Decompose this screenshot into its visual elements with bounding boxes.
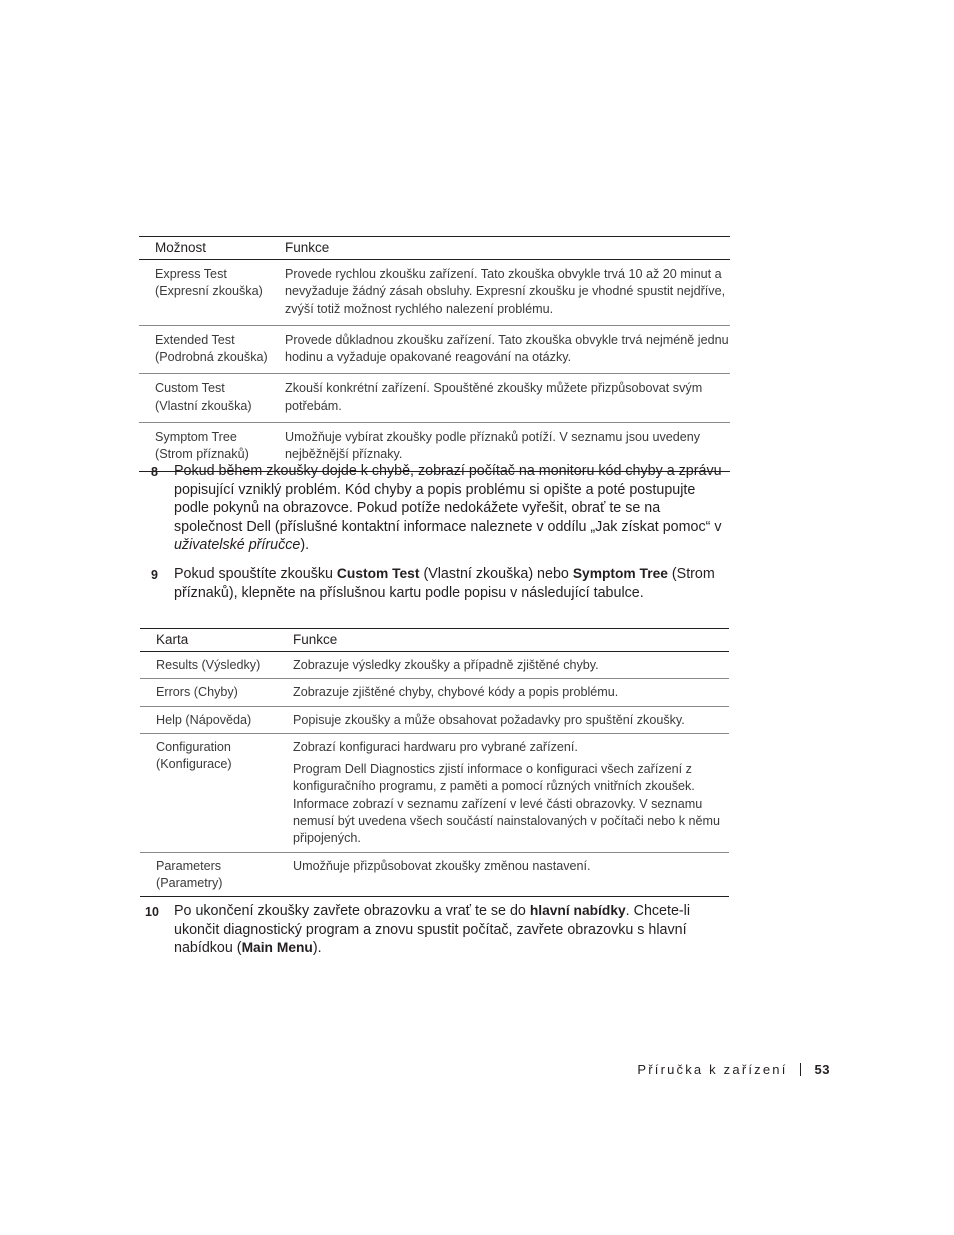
step-text-part: ).: [300, 537, 310, 554]
tabs-table: [140, 628, 729, 897]
table-row: [140, 679, 729, 706]
tab-description: Umožňuje přizpůsobovat zkoušky změnou nastavení.: [293, 858, 591, 873]
step-text: [174, 565, 729, 602]
options-table: [139, 236, 730, 472]
tab-description: Zobrazí konfiguraci hardwaru pro vybrané zařízení.: [293, 739, 578, 754]
option-name-cell: [139, 374, 285, 423]
footer-title: Příručka k zařízení: [637, 1062, 788, 1077]
footer-divider: [800, 1063, 801, 1076]
step-10: [139, 902, 729, 958]
option-description: Provede důkladnou zkoušku zařízení. Tato zkouška obvykle trvá nejméně jednu hodinu a vyžaduje opakované reagování na otázky.: [285, 332, 729, 365]
tab-description-cell: [293, 733, 729, 852]
option-name: Symptom Tree: [155, 430, 237, 445]
option-name: Express Test: [155, 267, 227, 281]
tab-name-translation: (Parametry): [156, 875, 223, 890]
custom-test-term: Custom Test: [336, 566, 420, 581]
tab-name: Errors (Chyby): [156, 685, 238, 700]
table-row: [140, 706, 729, 733]
step-number: 8: [151, 465, 158, 479]
step-text-part: (Vlastní zkouška) nebo: [419, 566, 573, 582]
step-text-part: ).: [312, 940, 322, 957]
symptom-tree-term: Symptom Tree: [572, 566, 668, 581]
table-row: [139, 325, 730, 374]
tab-name: Parameters: [156, 858, 222, 873]
main-menu-english-term: Main Menu: [241, 940, 313, 956]
option-name-translation: (Podrobná zkouška): [155, 350, 268, 365]
tab-name-cell: [140, 852, 293, 897]
step-text: [174, 462, 729, 555]
column-header: Funkce: [293, 632, 338, 647]
table-row: [140, 733, 729, 852]
table-row: [140, 852, 729, 897]
step-text-part: Pokud během zkoušky dojde k chybě, zobrazí počítač na monitoru kód chyby a zprávu popisující vzniklý problém. Kód chyby a popis problému si opište a poté postupujte podle pokynů na obrazovce. Pokud potíže nedokážete vyřešit, obrať te se na společnost Dell (příslušné kontaktní informace naleznete v oddílu „Jak získat pomoc“ v: [174, 463, 722, 535]
option-description: Umožňuje vybírat zkoušky podle příznaků potíží. V seznamu jsou uvedeny nejběžnější příznaky.: [285, 430, 701, 462]
step-8: [139, 462, 729, 555]
manual-reference: uživatelské příručce: [174, 537, 301, 554]
table-header-row: [140, 629, 729, 652]
column-header: Funkce: [285, 240, 330, 255]
main-menu-term: hlavní nabídky: [529, 903, 626, 918]
tab-name-translation: (Konfigurace): [156, 757, 232, 772]
tab-description: Popisuje zkoušky a může obsahovat požadavky pro spuštění zkoušky.: [293, 712, 685, 727]
table-row: [140, 652, 729, 679]
option-name: Extended Test: [155, 332, 235, 347]
option-name-translation: (Strom příznaků): [155, 447, 249, 462]
step-text-part: Po ukončení zkoušky zavřete obrazovku a vrať te se do: [174, 903, 530, 919]
tab-name: Results (Výsledky): [156, 658, 261, 672]
tab-name-cell: [140, 733, 293, 852]
step-text-part: (Strom příznaků), klepněte na příslušnou kartu podle popisu v následující tabulce.: [174, 566, 715, 601]
step-9: [139, 565, 729, 602]
page-number: 53: [814, 1062, 830, 1077]
tab-name: Help (Nápověda): [156, 712, 252, 727]
table-row: [139, 374, 730, 423]
step-number: 9: [151, 568, 158, 582]
option-name-cell: [139, 260, 285, 326]
tab-description-detail: Program Dell Diagnostics zjistí informace o konfiguraci všech zařízení z konfiguračního programu, z paměti a pomocí různých vnitřních zkoušek. Informace zobrazí v seznamu zařízení v levé části obrazovky. V seznamu nemusí být uvedena všech součástí nainstalovaných v počítači nebo k němu připojených.: [293, 762, 721, 846]
column-header: Možnost: [155, 240, 207, 255]
tab-name: Configuration: [156, 739, 231, 754]
page-footer: [637, 1062, 830, 1077]
step-text-part: . Chcete-li ukončit diagnostický program a znovu spustit počítač, zavřete obrazovku s hlavní nabídkou (: [174, 903, 691, 957]
step-text: [174, 902, 729, 958]
option-name-translation: (Expresní zkouška): [155, 284, 263, 299]
table-row: [139, 260, 730, 326]
column-header: Karta: [156, 632, 189, 647]
table-header-row: [139, 237, 730, 260]
option-name-translation: (Vlastní zkouška): [155, 398, 252, 413]
option-name: Custom Test: [155, 381, 225, 396]
option-name-cell: [139, 325, 285, 374]
tab-description: Zobrazuje výsledky zkoušky a případně zjištěné chyby.: [293, 658, 599, 672]
option-description: Provede rychlou zkoušku zařízení. Tato zkouška obvykle trvá 10 až 20 minut a nevyžaduje žádný zásah obsluhy. Expresní zkoušku je vhodné spustit nejdříve, zvýší totiž možnost rychlého nalezení problému.: [285, 267, 726, 316]
step-text-part: Pokud spouštíte zkoušku: [174, 566, 337, 582]
step-number: 10: [145, 905, 159, 919]
tab-description: Zobrazuje zjištěné chyby, chybové kódy a popis problému.: [293, 685, 619, 700]
option-description: Zkouší konkrétní zařízení. Spouštěné zkoušky můžete přizpůsobovat svým potřebám.: [285, 381, 703, 413]
